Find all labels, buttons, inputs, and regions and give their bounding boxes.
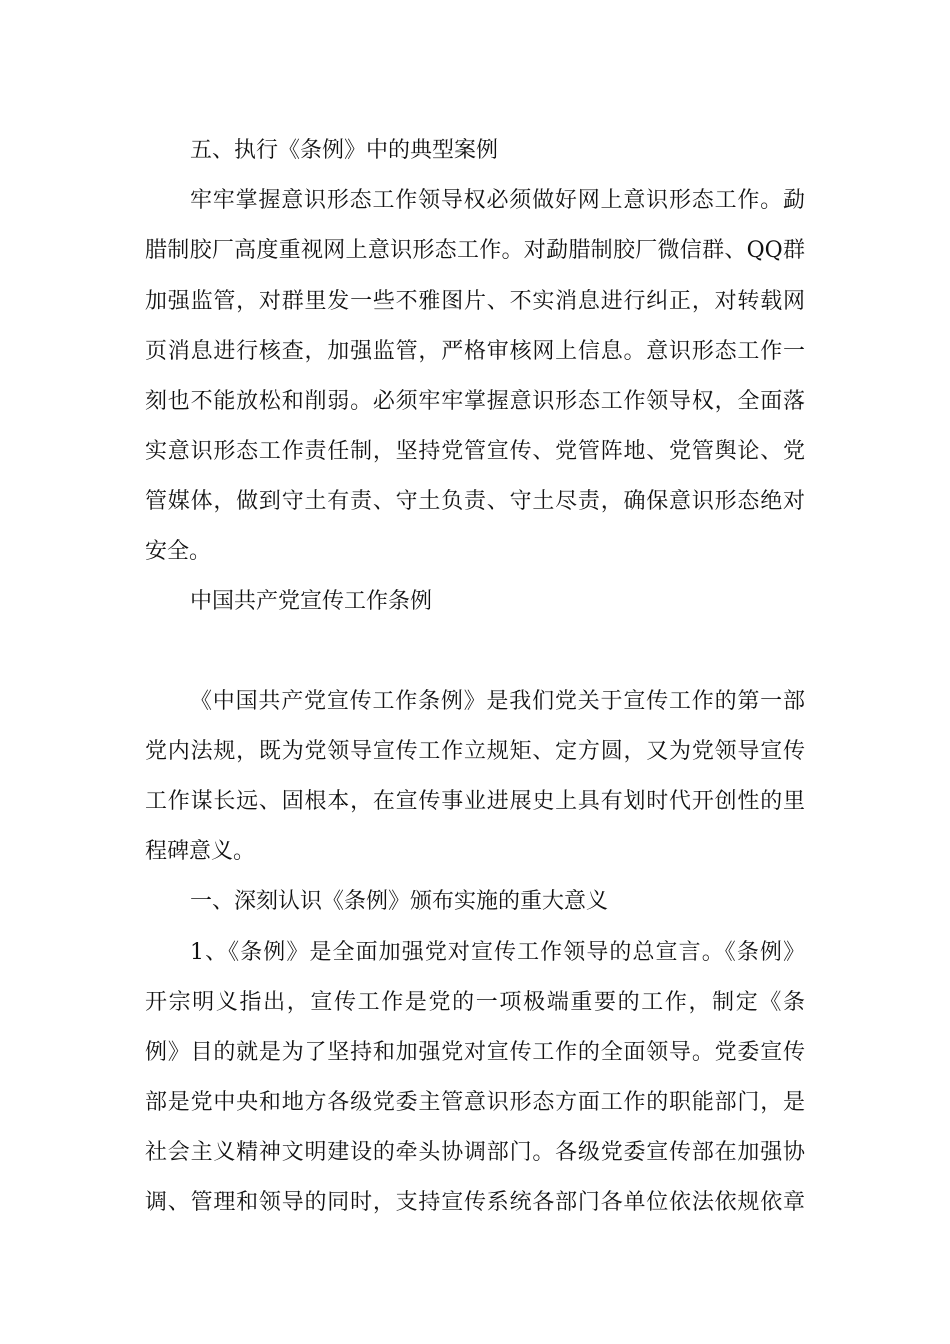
paragraph-line: 《中国共产党宣传工作条例》是我们党关于宣传工作的第一部 [190,689,805,714]
paragraph-line: 页消息进行核查，加强监管，严格审核网上信息。意识形态工作一 [145,339,805,364]
paragraph-line: 安全。 [145,539,212,564]
paragraph-line: 例》目的就是为了坚持和加强党对宣传工作的全面领导。党委宣传 [145,1040,805,1065]
section-heading-case: 五、执行《条例》中的典型案例 [190,138,499,163]
paragraph-line: 部是党中央和地方各级党委主管意识形态方面工作的职能部门，是 [145,1090,805,1115]
paragraph-line: 党内法规，既为党领导宣传工作立规矩、定方圆，又为党领导宣传 [145,739,805,764]
paragraph-line: 工作谋长远、固根本，在宣传事业进展史上具有划时代开创性的里 [145,789,805,814]
paragraph-line: 管媒体，做到守土有责、守土负责、守土尽责，确保意识形态绝对 [145,489,805,514]
paragraph-line: 腊制胶厂高度重视网上意识形态工作。对勐腊制胶厂微信群、QQ群 [145,238,805,263]
paragraph-line: 开宗明义指出，宣传工作是党的一项极端重要的工作，制定《条 [145,990,805,1015]
paragraph-line: 牢牢掌握意识形态工作领导权必须做好网上意识形态工作。勐 [190,188,805,213]
paragraph-line: 刻也不能放松和削弱。必须牢牢掌握意识形态工作领导权，全面落 [145,389,805,414]
paragraph-line: 1、《条例》是全面加强党对宣传工作领导的总宣言。《条例》 [190,940,805,965]
paragraph-line: 调、管理和领导的同时，支持宣传系统各部门各单位依法依规依章 [145,1190,805,1215]
section-heading-significance: 一、深刻认识《条例》颁布实施的重大意义 [190,889,609,914]
paragraph-line: 加强监管，对群里发一些不雅图片、不实消息进行纠正，对转载网 [145,289,805,314]
paragraph-line: 程碑意义。 [145,839,256,864]
section-title-regulation: 中国共产党宣传工作条例 [190,589,433,614]
paragraph-line: 实意识形态工作责任制，坚持党管宣传、党管阵地、党管舆论、党 [145,439,805,464]
paragraph-line: 社会主义精神文明建设的牵头协调部门。各级党委宣传部在加强协 [145,1140,805,1165]
